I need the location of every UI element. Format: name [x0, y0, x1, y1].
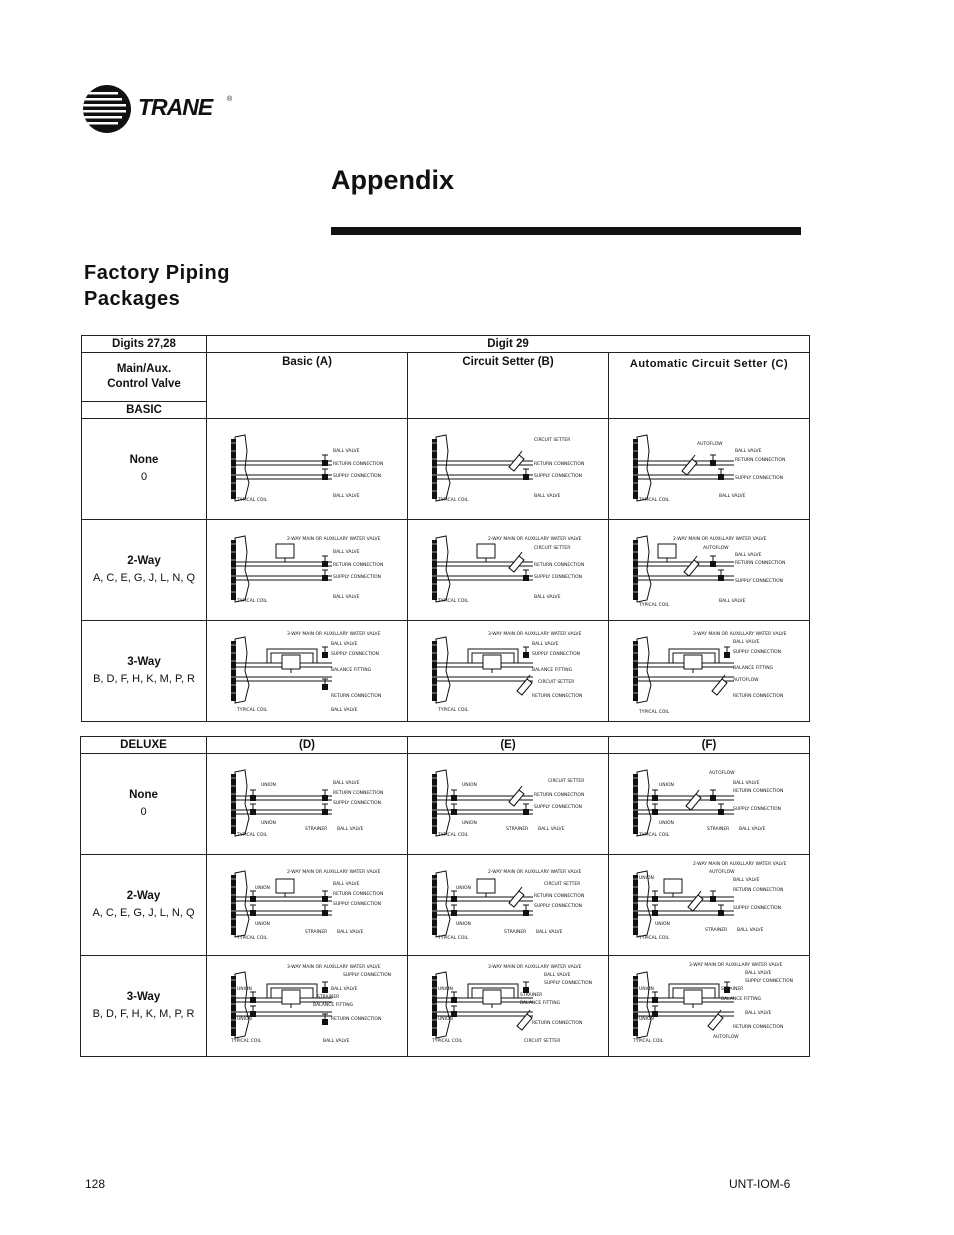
piping-diagram-none-circuit-setter	[408, 421, 608, 517]
label-strainer: STRAINER	[705, 928, 728, 933]
document-code: UNT-IOM-6	[729, 1177, 791, 1191]
label-typical-coil: TYPICAL COIL	[639, 936, 670, 941]
label-union: UNION	[255, 922, 270, 927]
label-supply-connection: SUPPLY CONNECTION	[735, 476, 784, 481]
label-ball-valve: BALL VALVE	[733, 781, 760, 786]
label-strainer: STRAINER	[305, 930, 328, 935]
label-typical-coil: TYPICAL COIL	[438, 708, 469, 713]
row-label-none	[82, 419, 207, 520]
label-ball-valve: BALL VALVE	[333, 550, 360, 555]
label-balance-fitting: BALANCE FITTING	[313, 1003, 354, 1008]
column-header-basic-a: Basic (A)	[207, 353, 408, 419]
label-ball-valve: BALL VALVE	[331, 708, 358, 713]
row-name: None	[129, 454, 159, 466]
label-return-connection: RETURN CONNECTION	[733, 888, 784, 893]
label-balance-fitting: BALANCE FITTING	[721, 997, 762, 1002]
column-header-d: (D)	[207, 737, 408, 754]
label-supply-connection: SUPPLY CONNECTION	[534, 904, 583, 909]
label-strainer: STRAINER	[707, 827, 730, 832]
diagram-cell	[408, 754, 609, 855]
label-autoflow: AUTOFLOW	[709, 771, 735, 776]
label-strainer: STRAINER	[506, 827, 529, 832]
label-3-way-valve: 3-WAY MAIN OR AUXILLARY WATER VALVE	[488, 965, 582, 970]
label-typical-coil: TYPICAL COIL	[237, 708, 268, 713]
diagram-cell	[609, 419, 810, 520]
label-strainer: STRAINER	[317, 995, 340, 1000]
piping-diagram-2way-f	[609, 857, 809, 953]
diagram-cell	[207, 754, 408, 855]
row-codes: 0	[140, 806, 147, 818]
row-codes: A, C, E, G, J, L, N, Q	[92, 572, 196, 584]
label-typical-coil: TYPICAL COIL	[633, 1039, 664, 1044]
label-supply-connection: SUPPLY CONNECTION	[333, 902, 382, 907]
label-supply-connection: SUPPLY CONNECTION	[333, 474, 382, 479]
row-label-2-way	[82, 520, 207, 621]
label-3-way-valve: 3-WAY MAIN OR AUXILLARY WATER VALVE	[287, 632, 381, 637]
row-label-2-way	[81, 855, 207, 956]
column-header-automatic-circuit-setter-c: Automatic Circuit Setter (C)	[609, 353, 810, 419]
row-label-none	[81, 754, 207, 855]
label-strainer: STRAINER	[305, 827, 328, 832]
label-ball-valve: BALL VALVE	[737, 928, 764, 933]
row-name: None	[129, 789, 158, 801]
label-typical-coil: TYPICAL COIL	[231, 1039, 262, 1044]
piping-diagram-none-d	[207, 756, 407, 852]
label-return-connection: RETURN CONNECTION	[534, 563, 585, 568]
label-balance-fitting: BALANCE FITTING	[532, 668, 573, 673]
label-supply-connection: SUPPLY CONNECTION	[733, 807, 782, 812]
diagram-cell	[609, 855, 810, 956]
label-2-way-valve: 2-WAY MAIN OR AUXILLARY WATER VALVE	[673, 537, 767, 542]
diagram-cell	[408, 956, 609, 1057]
row-label-3-way	[82, 621, 207, 722]
label-ball-valve: BALL VALVE	[337, 827, 364, 832]
piping-diagram-none-basic	[207, 421, 407, 517]
label-ball-valve: BALL VALVE	[735, 553, 762, 558]
label-typical-coil: TYPICAL COIL	[237, 599, 268, 604]
label-2-way-valve: 2-WAY MAIN OR AUXILLARY WATER VALVE	[488, 537, 582, 542]
label-typical-coil: TYPICAL COIL	[639, 833, 670, 838]
label-typical-coil: TYPICAL COIL	[237, 833, 268, 838]
label-return-connection: RETURN CONNECTION	[333, 462, 384, 467]
title-rule	[331, 227, 801, 235]
label-3-way-valve: 3-WAY MAIN OR AUXILLARY WATER VALVE	[488, 632, 582, 637]
label-typical-coil: TYPICAL COIL	[237, 498, 268, 503]
row-codes: B, D, F, H, K, M, P, R	[92, 1008, 195, 1020]
label-autoflow: AUTOFLOW	[703, 546, 729, 551]
piping-diagram-3way-circuit-setter	[408, 623, 608, 719]
label-circuit-setter: CIRCUIT SETTER	[524, 1039, 561, 1044]
trane-logo-icon	[82, 84, 134, 134]
label-supply-connection: SUPPLY CONNECTION	[331, 652, 380, 657]
diagram-cell	[207, 419, 408, 520]
label-ball-valve: BALL VALVE	[534, 494, 561, 499]
deluxe-package-label: DELUXE	[81, 737, 207, 754]
label-supply-connection: SUPPLY CONNECTION	[733, 906, 782, 911]
label-balance-fitting: BALANCE FITTING	[520, 1001, 561, 1006]
piping-diagram-2way-d	[207, 857, 407, 953]
basic-package-table	[81, 335, 810, 722]
label-typical-coil: TYPICAL COIL	[438, 599, 469, 604]
label-ball-valve: BALL VALVE	[333, 449, 360, 454]
label-union: UNION	[456, 922, 471, 927]
label-ball-valve: BALL VALVE	[323, 1039, 350, 1044]
diagram-cell	[207, 520, 408, 621]
label-return-connection: RETURN CONNECTION	[333, 563, 384, 568]
label-ball-valve: BALL VALVE	[544, 973, 571, 978]
label-ball-valve: BALL VALVE	[538, 827, 565, 832]
label-return-connection: RETURN CONNECTION	[733, 694, 784, 699]
label-return-connection: RETURN CONNECTION	[331, 694, 382, 699]
diagram-cell	[207, 855, 408, 956]
piping-diagram-3way-basic	[207, 623, 407, 719]
piping-diagram-3way-e	[408, 958, 608, 1054]
piping-diagram-3way-automatic-circuit-setter	[609, 623, 809, 719]
diagram-cell	[207, 956, 408, 1057]
brand-name: TRANE	[138, 94, 213, 120]
label-supply-connection: SUPPLY CONNECTION	[343, 973, 392, 978]
control-valve-header-line-2: Control Valve	[107, 378, 181, 390]
row-name: 2-Way	[127, 555, 161, 567]
label-strainer: STRAINER	[721, 987, 744, 992]
section-title-line-2: Packages	[84, 288, 181, 310]
label-supply-connection: SUPPLY CONNECTION	[534, 575, 583, 580]
column-header-circuit-setter-b: Circuit Setter (B)	[408, 353, 609, 419]
piping-diagram-3way-d	[207, 958, 407, 1054]
basic-package-label: BASIC	[82, 402, 207, 419]
diagram-cell	[609, 754, 810, 855]
piping-diagram-3way-f	[609, 958, 809, 1054]
label-ball-valve: BALL VALVE	[739, 827, 766, 832]
label-ball-valve: BALL VALVE	[333, 882, 360, 887]
label-balance-fitting: BALANCE FITTING	[331, 668, 372, 673]
label-return-connection: RETURN CONNECTION	[333, 892, 384, 897]
label-return-connection: RETURN CONNECTION	[733, 789, 784, 794]
label-ball-valve: BALL VALVE	[733, 878, 760, 883]
label-autoflow: AUTOFLOW	[733, 678, 759, 683]
label-2-way-valve: 2-WAY MAIN OR AUXILLARY WATER VALVE	[488, 870, 582, 875]
label-supply-connection: SUPPLY CONNECTION	[733, 650, 782, 655]
label-circuit-setter: CIRCUIT SETTER	[538, 680, 575, 685]
section-title	[84, 260, 230, 312]
row-name: 3-Way	[126, 991, 161, 1003]
row-codes: 0	[140, 471, 148, 483]
label-return-connection: RETURN CONNECTION	[534, 462, 585, 467]
column-header-e: (E)	[408, 737, 609, 754]
piping-diagram-none-f	[609, 756, 809, 852]
label-union: UNION	[261, 783, 276, 788]
label-supply-connection: SUPPLY CONNECTION	[534, 474, 583, 479]
label-supply-connection: SUPPLY CONNECTION	[735, 579, 784, 584]
label-return-connection: RETURN CONNECTION	[532, 1021, 583, 1026]
label-ball-valve: BALL VALVE	[536, 930, 563, 935]
label-union: UNION	[261, 821, 276, 826]
label-supply-connection: SUPPLY CONNECTION	[333, 575, 382, 580]
control-valve-header-line-1: Main/Aux.	[116, 363, 172, 375]
label-supply-connection: SUPPLY CONNECTION	[534, 805, 583, 810]
label-ball-valve: BALL VALVE	[532, 642, 559, 647]
label-typical-coil: TYPICAL COIL	[639, 603, 670, 608]
label-ball-valve: BALL VALVE	[331, 642, 358, 647]
row-label-3-way	[81, 956, 207, 1057]
label-union: UNION	[456, 886, 471, 891]
row-name: 3-Way	[127, 656, 161, 668]
label-ball-valve: BALL VALVE	[331, 987, 358, 992]
label-3-way-valve: 3-WAY MAIN OR AUXILLARY WATER VALVE	[689, 963, 783, 968]
piping-diagram-2way-e	[408, 857, 608, 953]
page-number: 128	[85, 1177, 106, 1191]
label-supply-connection: SUPPLY CONNECTION	[745, 979, 794, 984]
label-typical-coil: TYPICAL COIL	[432, 1039, 463, 1044]
label-typical-coil: TYPICAL COIL	[639, 710, 670, 715]
label-ball-valve: BALL VALVE	[735, 449, 762, 454]
label-circuit-setter: CIRCUIT SETTER	[534, 438, 571, 443]
label-return-connection: RETURN CONNECTION	[331, 1017, 382, 1022]
label-3-way-valve: 3-WAY MAIN OR AUXILLARY WATER VALVE	[287, 965, 381, 970]
label-2-way-valve: 2-WAY MAIN OR AUXILLARY WATER VALVE	[287, 537, 381, 542]
label-typical-coil: TYPICAL COIL	[237, 936, 268, 941]
label-union: UNION	[237, 1017, 252, 1022]
piping-diagram-none-automatic-circuit-setter	[609, 421, 809, 517]
label-return-connection: RETURN CONNECTION	[735, 561, 786, 566]
label-return-connection: RETURN CONNECTION	[733, 1025, 784, 1030]
label-union: UNION	[639, 987, 654, 992]
label-union: UNION	[639, 1017, 654, 1022]
label-strainer: STRAINER	[504, 930, 527, 935]
diagram-cell	[609, 621, 810, 722]
label-2-way-valve: 2-WAY MAIN OR AUXILLARY WATER VALVE	[287, 870, 381, 875]
registered-mark: ®	[227, 96, 233, 103]
label-ball-valve: BALL VALVE	[333, 781, 360, 786]
label-ball-valve: BALL VALVE	[333, 595, 360, 600]
diagram-cell	[408, 419, 609, 520]
label-union: UNION	[659, 783, 674, 788]
diagram-cell	[609, 520, 810, 621]
label-union: UNION	[462, 821, 477, 826]
label-union: UNION	[438, 1017, 453, 1022]
control-valve-header	[82, 353, 207, 402]
label-autoflow: AUTOFLOW	[697, 442, 723, 447]
label-union: UNION	[462, 783, 477, 788]
diagram-cell	[408, 520, 609, 621]
label-union: UNION	[659, 821, 674, 826]
section-title-line-1: Factory Piping	[84, 262, 230, 284]
diagram-cell	[207, 621, 408, 722]
label-return-connection: RETURN CONNECTION	[532, 694, 583, 699]
deluxe-package-table	[80, 736, 810, 1057]
column-header-f: (F)	[609, 737, 810, 754]
piping-diagram-2way-circuit-setter	[408, 522, 608, 618]
label-supply-connection: SUPPLY CONNECTION	[333, 801, 382, 806]
label-supply-connection: SUPPLY CONNECTION	[532, 652, 581, 657]
label-autoflow: AUTOFLOW	[713, 1035, 739, 1040]
label-typical-coil: TYPICAL COIL	[438, 833, 469, 838]
label-return-connection: RETURN CONNECTION	[534, 793, 585, 798]
digits-27-28-header: Digits 27,28	[82, 336, 207, 353]
label-circuit-setter: CIRCUIT SETTER	[548, 779, 585, 784]
label-circuit-setter: CIRCUIT SETTER	[544, 882, 581, 887]
diagram-cell	[408, 855, 609, 956]
label-ball-valve: BALL VALVE	[733, 640, 760, 645]
label-ball-valve: BALL VALVE	[745, 1011, 772, 1016]
row-codes: A, C, E, G, J, L, N, Q	[92, 907, 195, 919]
digit-29-header: Digit 29	[207, 336, 810, 353]
label-typical-coil: TYPICAL COIL	[438, 936, 469, 941]
label-union: UNION	[237, 987, 252, 992]
piping-diagram-2way-basic	[207, 522, 407, 618]
trane-logo	[82, 84, 242, 134]
label-return-connection: RETURN CONNECTION	[735, 458, 786, 463]
diagram-cell	[609, 956, 810, 1057]
label-2-way-valve: 2-WAY MAIN OR AUXILLARY WATER VALVE	[693, 862, 787, 867]
label-ball-valve: BALL VALVE	[719, 494, 746, 499]
label-union: UNION	[255, 886, 270, 891]
label-return-connection: RETURN CONNECTION	[534, 894, 585, 899]
label-typical-coil: TYPICAL COIL	[639, 498, 670, 503]
diagram-cell	[408, 621, 609, 722]
label-balance-fitting: BALANCE FITTING	[733, 666, 774, 671]
row-codes: B, D, F, H, K, M, P, R	[93, 673, 195, 685]
label-union: UNION	[655, 922, 670, 927]
label-ball-valve: BALL VALVE	[745, 971, 772, 976]
label-typical-coil: TYPICAL COIL	[438, 498, 469, 503]
label-union: UNION	[639, 876, 654, 881]
label-union: UNION	[438, 987, 453, 992]
label-ball-valve: BALL VALVE	[337, 930, 364, 935]
page-title: Appendix	[331, 165, 455, 195]
label-return-connection: RETURN CONNECTION	[333, 791, 384, 796]
label-ball-valve: BALL VALVE	[719, 599, 746, 604]
label-autoflow: AUTOFLOW	[709, 870, 735, 875]
label-3-way-valve: 3-WAY MAIN OR AUXILLARY WATER VALVE	[693, 632, 787, 637]
label-supply-connection: SUPPLY CONNECTION	[544, 981, 593, 986]
label-circuit-setter: CIRCUIT SETTER	[534, 546, 571, 551]
label-strainer: STRAINER	[520, 993, 543, 998]
label-ball-valve: BALL VALVE	[333, 494, 360, 499]
row-name: 2-Way	[126, 890, 161, 902]
piping-diagram-none-e	[408, 756, 608, 852]
label-ball-valve: BALL VALVE	[534, 595, 561, 600]
piping-diagram-2way-automatic-circuit-setter	[609, 522, 809, 618]
